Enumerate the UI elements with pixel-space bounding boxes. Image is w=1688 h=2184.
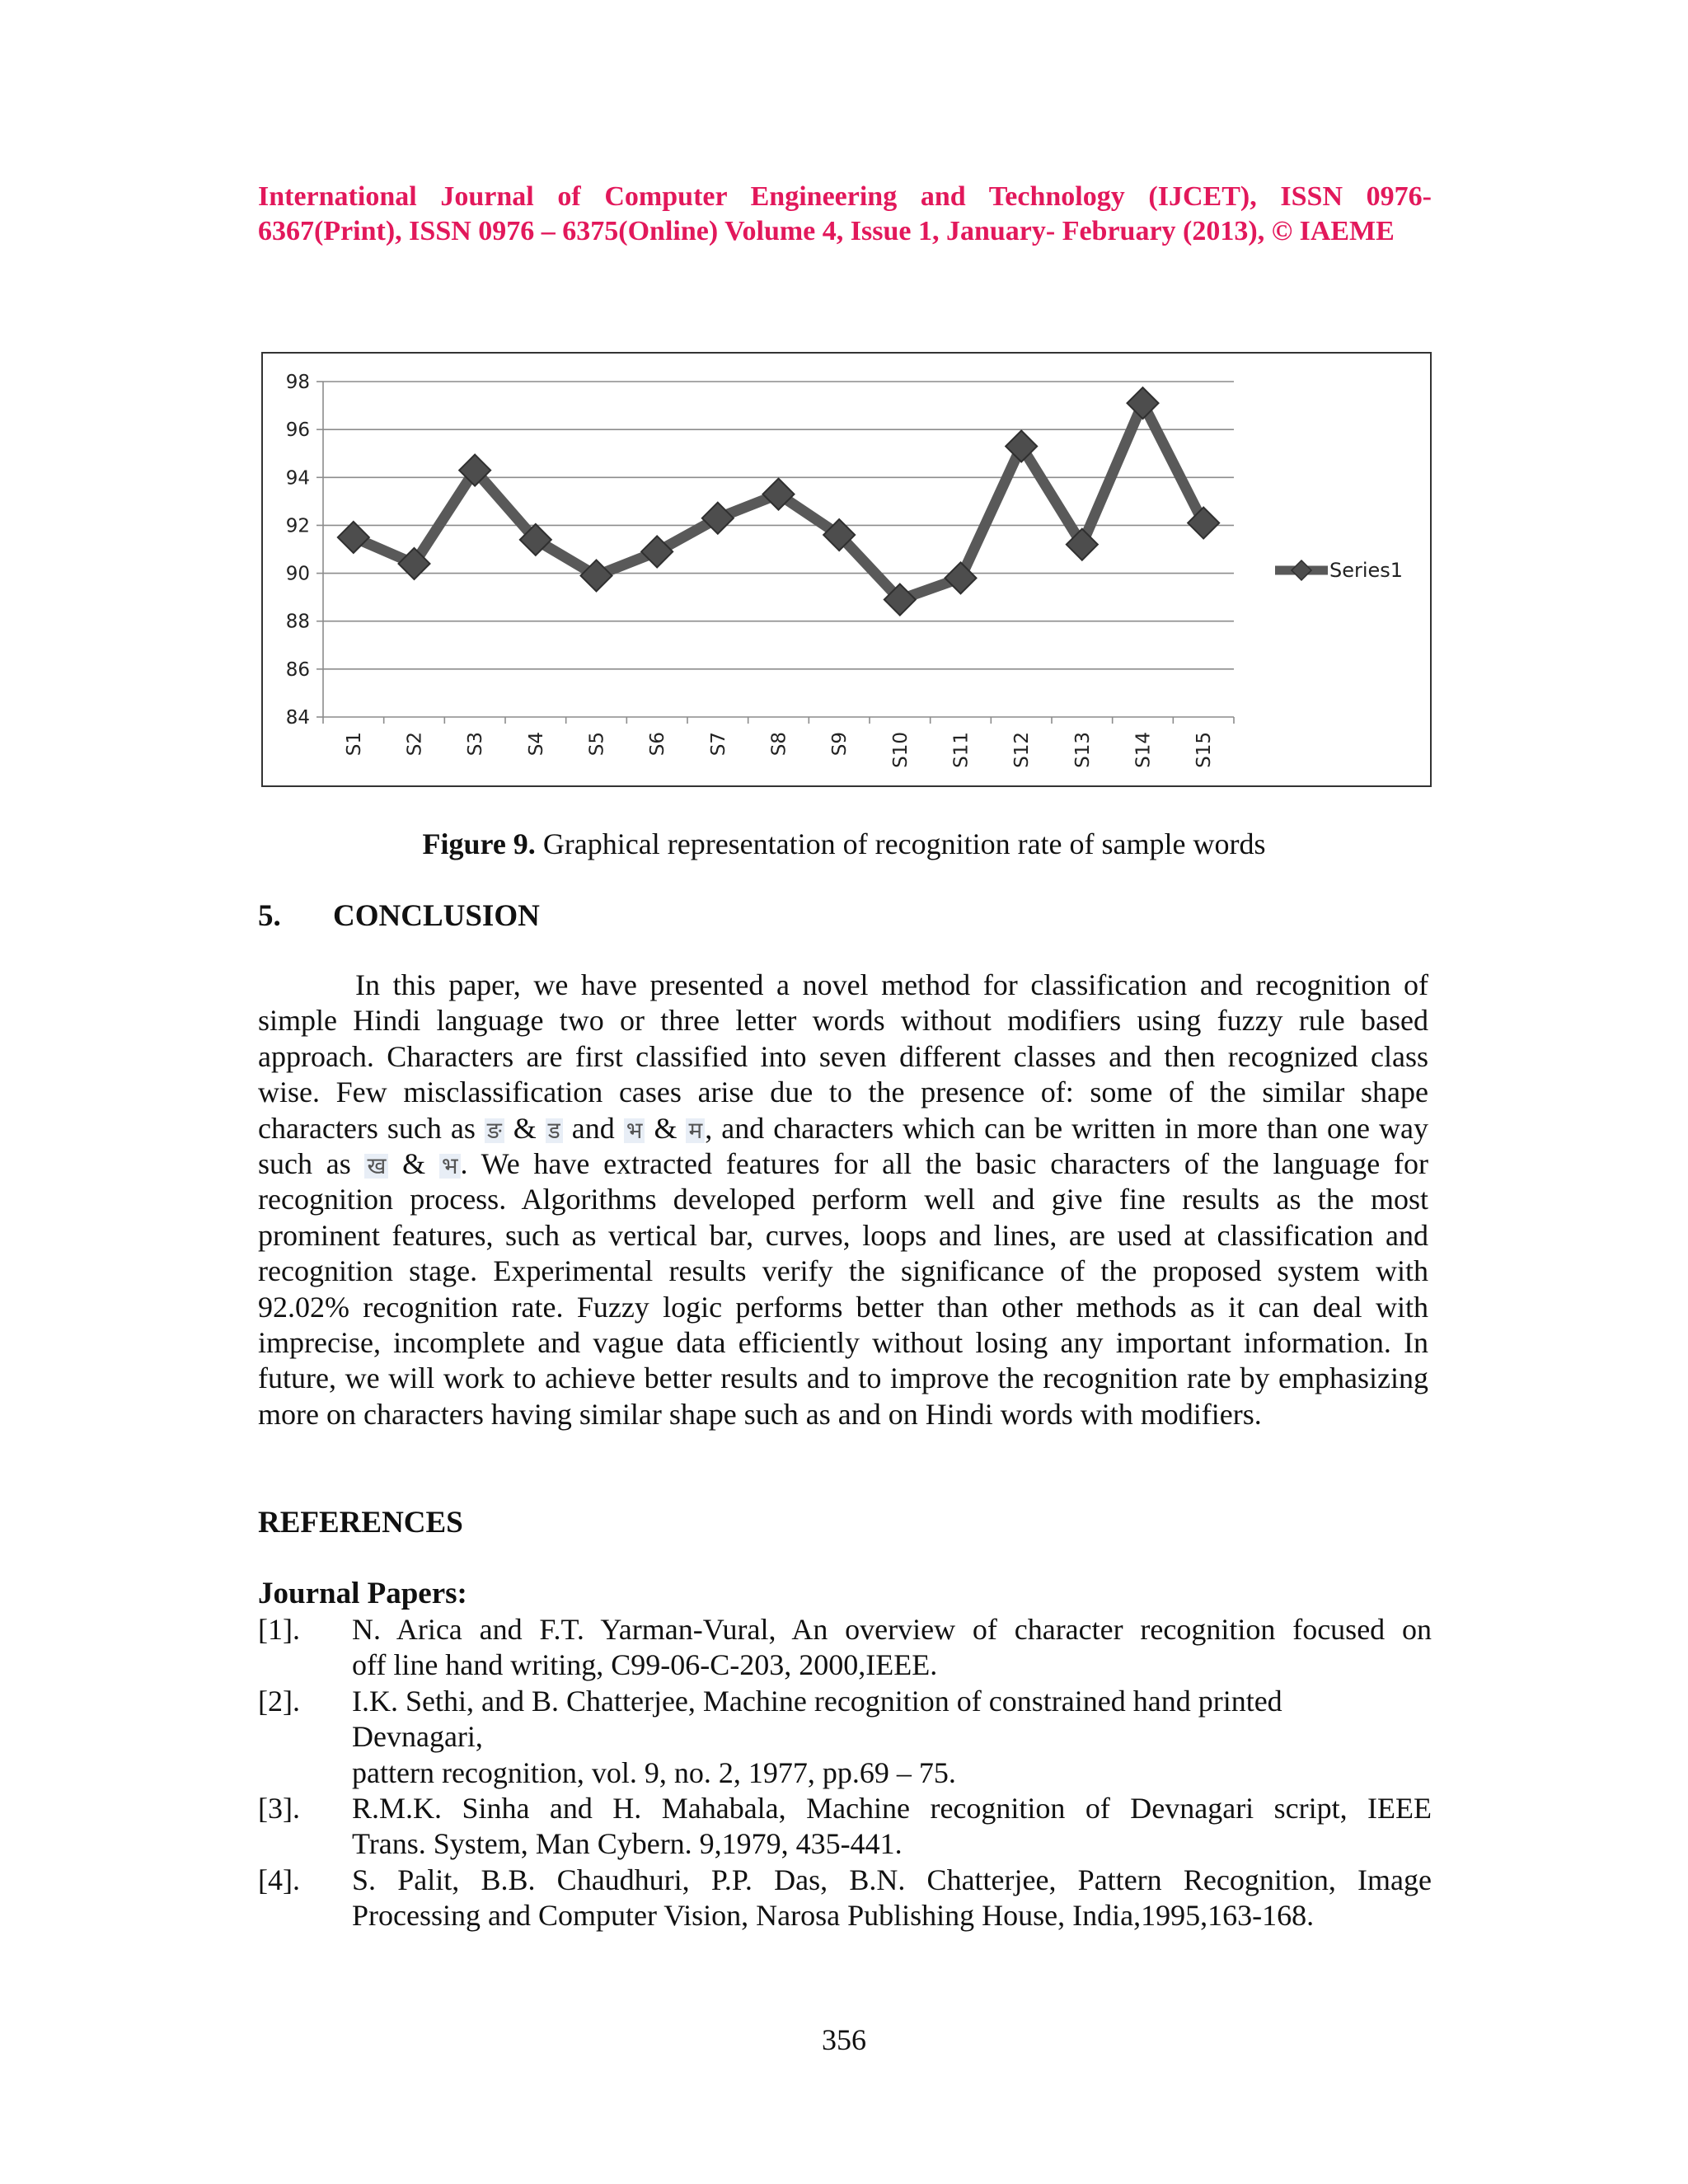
conclusion-paragraph [258,968,1428,1432]
reference-number: [1]. [258,1613,300,1646]
y-tick-label: 90 [285,563,310,585]
x-tick-label: S6 [647,732,669,757]
conclusion-text-3: . We have extracted features for all the basic characters of the language for recognition process. Algorithms developed perform well and give fine results as the most prominent features, such as vertical bar, curves, loops and lines, are used at classification and recognition stage. Experimental results verify the significance of the proposed system with 92.02% recognition rate. Fuzzy logic performs better than other methods as it can deal with imprecise, incomplete and vague data efficiently without losing any important information. In future, we will work to achieve better results and to improve the recognition rate by emphasizing more on characters having similar shape such as and on Hindi words with modifiers. [258,1147,1428,1431]
conclusion-text-1: In this paper, we have presented a novel method for classification and recognition of simple Hindi language two or three letter words without modifiers using fuzzy rule based approach. Characters are first classified into seven different classes and then recognized class wise. Few misclassification cases arise due to the presence of: some of the similar shape characters such as [258,968,1428,1145]
conclusion-text-2: , and characters which can be written in more than one way such as [258,1111,1428,1181]
y-tick-label: 94 [285,467,310,490]
reference-number: [3]. [258,1792,300,1825]
x-tick-label: S13 [1071,731,1094,768]
y-tick-label: 98 [285,372,310,393]
x-tick-label: S11 [950,732,973,768]
reference-line: pattern recognition, vol. 9, no. 2, 1977, pp.69 – 75. [352,1755,956,1789]
references-heading: REFERENCES [258,1506,463,1540]
reference-line: N. Arica and F.T. Yarman-Vural, An overview of character recognition focused on [352,1613,1432,1646]
section-title: CONCLUSION [333,899,540,933]
x-tick-label: S3 [465,732,487,757]
x-tick-label: S8 [768,732,790,757]
devanagari-char-dda: ड [546,1118,563,1143]
x-tick-label: S4 [525,732,547,757]
legend-marker [1292,560,1311,580]
x-tick-label: S10 [889,732,912,768]
and-text: and [562,1111,624,1145]
figure-caption [0,827,1688,861]
data-point [338,522,369,553]
y-tick-label: 84 [285,707,310,729]
amp-text: & [388,1147,439,1181]
chart-svg [263,354,1430,785]
x-tick-label: S2 [404,732,426,757]
x-tick-label: S7 [707,732,729,757]
reference-line: S. Palit, B.B. Chaudhuri, P.P. Das, B.N. Chatterjee, Pattern Recognition, Image [352,1863,1432,1896]
x-tick-label: S12 [1011,732,1034,768]
devanagari-char-bha: भ [624,1118,645,1143]
journal-header-line2: 6367(Print), ISSN 0976 – 6375(Online) Volume 4, Issue 1, January- February (2013), © IAEME [258,216,1395,246]
devanagari-char-nga: ङ [485,1118,504,1143]
y-tick-label: 88 [285,611,310,633]
section-number: 5. [258,899,281,933]
journal-header-line1: International Journal of Computer Engineering and Technology (IJCET), ISSN 0976- [258,181,1432,212]
x-tick-label: S9 [829,732,851,757]
x-tick-label: S1 [343,732,365,757]
devanagari-char-bha-2: भ [439,1154,461,1179]
reference-line: I.K. Sethi, and B. Chatterjee, Machine recognition of constrained hand printed [352,1685,1282,1718]
reference-line: Devnagari, [352,1720,483,1754]
page-number: 356 [822,2023,866,2056]
journal-header [258,180,1432,249]
reference-line: Processing and Computer Vision, Narosa Publishing House, India,1995,163-168. [352,1899,1315,1933]
reference-line: off line hand writing, C99-06-C-203, 2000,IEEE. [352,1648,938,1682]
devanagari-char-ma: म [686,1118,705,1143]
reference-number: [2]. [258,1685,300,1718]
devanagari-char-kha: ख [364,1154,388,1179]
journal-papers-heading: Journal Papers: [258,1577,467,1610]
reference-line: R.M.K. Sinha and H. Mahabala, Machine recognition of Devnagari script, IEEE [352,1792,1432,1825]
recognition-rate-chart [261,352,1432,787]
y-tick-label: 96 [285,419,310,442]
data-point [945,562,977,593]
x-tick-label: S5 [586,732,608,757]
figure-caption-text: Graphical representation of recognition rate of sample words [535,827,1266,860]
amp-text: & [504,1111,546,1145]
y-tick-label: 92 [285,515,310,537]
amp-text: & [645,1111,687,1145]
x-tick-label: S14 [1132,732,1155,768]
y-tick-label: 86 [285,658,310,681]
reference-line: Trans. System, Man Cybern. 9,1979, 435-441. [352,1827,903,1861]
legend-label: Series1 [1329,559,1404,582]
x-tick-label: S15 [1193,732,1216,768]
reference-number: [4]. [258,1863,300,1896]
figure-label: Figure 9. [422,827,536,860]
